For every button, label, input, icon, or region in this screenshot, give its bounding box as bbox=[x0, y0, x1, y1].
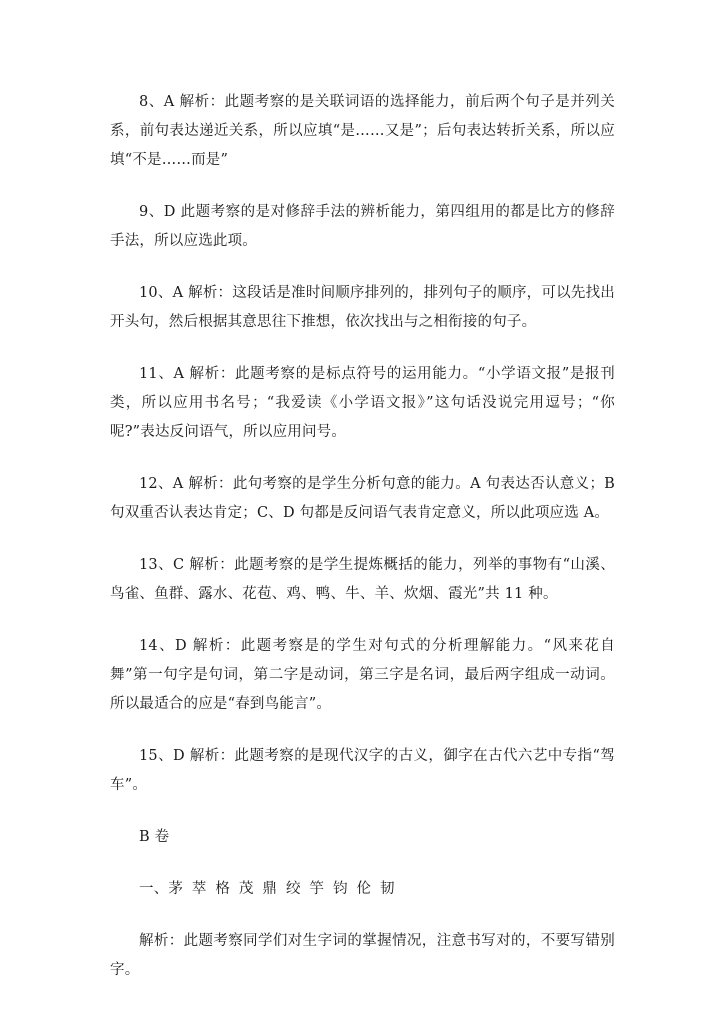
answer-15: 15、D 解析：此题考察的是现代汉字的古义，御字在古代六艺中专指“驾车”。 bbox=[110, 748, 615, 793]
section-b-note: 解析：此题考察同学们对生字词的掌握情况，注意书写对的，不要写错别字。 bbox=[110, 933, 615, 978]
answer-10: 10、A 解析：这段话是准时间顺序排列的，排列句子的顺序，可以先找出开头句，然后根据其意思往下推想，依次找出与之相衔接的句子。 bbox=[110, 285, 615, 330]
answer-13: 13、C 解析：此题考察的是学生提炼概括的能力，列举的事物有“山溪、鸟雀、鱼群、露水、花苞、鸡、鸭、牛、羊、炊烟、霞光”共 11 种。 bbox=[110, 557, 615, 602]
section-b-item-1: 一、茅 萃 格 茂 鼎 绞 竽 钧 伦 韧 bbox=[139, 881, 395, 897]
answer-9: 9、D 此题考察的是对修辞手法的辨析能力，第四组用的都是比方的修辞手法，所以应选此项。 bbox=[110, 204, 615, 249]
section-b-heading: B 卷 bbox=[139, 829, 170, 845]
answer-11: 11、A 解析：此题考察的是标点符号的运用能力。“小学语文报”是报刊类，所以应用书名号；“我爱读《小学语文报》”这句话没说完用逗号；“你呢?”表达反问语气，所以应用问号。 bbox=[110, 366, 615, 440]
answer-14: 14、D 解析：此题考察是的学生对句式的分析理解能力。“风来花自舞”第一句字是句词，第二字是动词，第三字是名词，最后两字组成一动词。所以最适合的应是“春到鸟能言”。 bbox=[110, 638, 615, 712]
answer-12: 12、A 解析：此句考察的是学生分析句意的能力。A 句表达否认意义；B 句双重否认表达肯定；C、D 句都是反问语气表肯定意义，所以此项应选 A。 bbox=[110, 476, 615, 521]
answer-8: 8、A 解析：此题考察的是关联词语的选择能力，前后两个句子是并列关系，前句表达递近关系，所以应填“是……又是”；后句表达转折关系，所以应填“不是……而是” bbox=[110, 94, 615, 168]
document-body bbox=[110, 88, 615, 1008]
